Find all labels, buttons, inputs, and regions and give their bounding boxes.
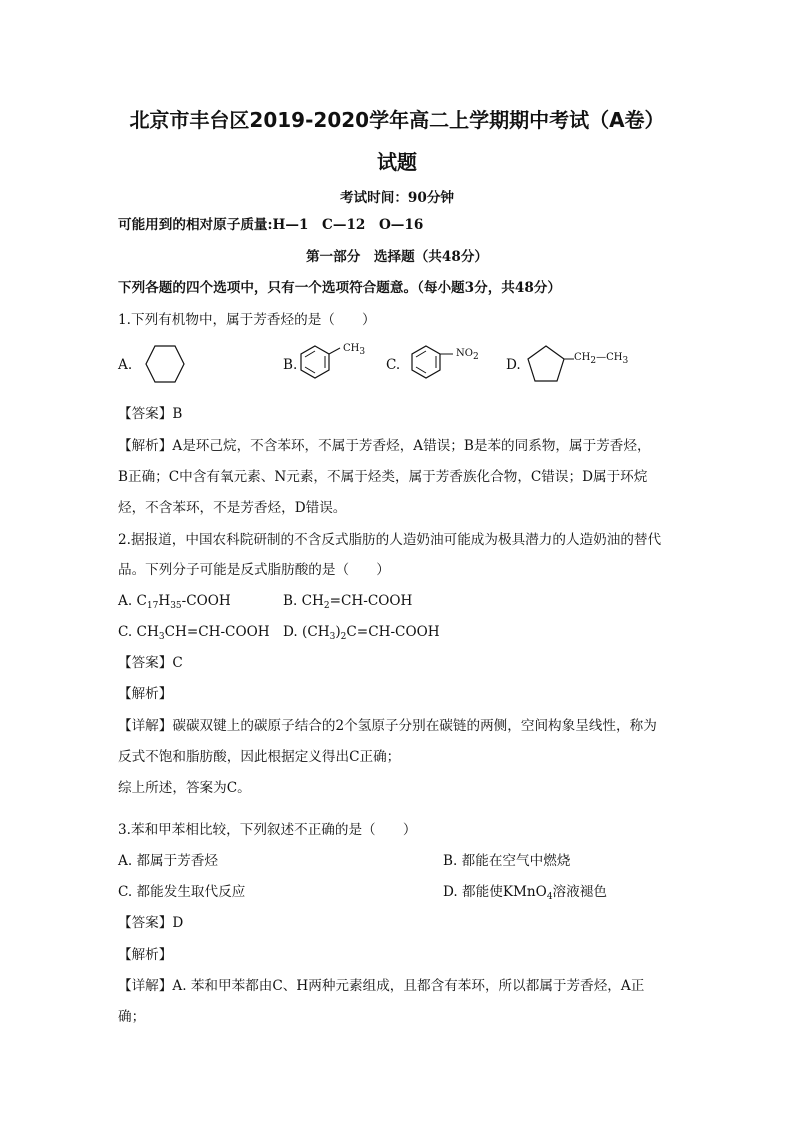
- q3-option-c: C. 都能发生取代反应: [118, 884, 246, 900]
- q2-analysis-label: 【解析】: [118, 686, 173, 702]
- q1-ethyl-label: $CH_2—CH_3$: [574, 352, 629, 366]
- instructions: 下列各题的四个选项中，只有一个选项符合题意。（每小题3分，共48分）: [118, 280, 561, 296]
- q1-option-a-label: A.: [118, 357, 133, 373]
- q1-analysis-line3: 烃，不含苯环，不是芳香烃，D错误。: [118, 500, 347, 516]
- q3-analysis-label: 【解析】: [118, 947, 173, 963]
- q3-detail-line2: 确；: [118, 1009, 146, 1025]
- q2-option-b: B. $CH_2=CH$-COOH: [283, 593, 413, 611]
- q2-summary: 综上所述，答案为C。: [118, 780, 251, 796]
- q1-answer: 【答案】B: [118, 406, 183, 422]
- q2-detail-line1: 【详解】碳碳双键上的碳原子结合的2个氢原子分别在碳链的两侧，空间构象呈线性，称为: [118, 718, 657, 734]
- document-title: 北京市丰台区2019-2020学年高二上学期期中考试（A卷）: [129, 108, 665, 132]
- ethylcyclopentane-structure: [526, 343, 576, 387]
- q1-stem: 1.下列有机物中，属于芳香烃的是（ ）: [118, 312, 376, 328]
- q3-option-d: D. 都能使KMnO$_4$溶液褪色: [443, 884, 607, 902]
- part-heading: 第一部分 选择题（共48分）: [305, 249, 489, 265]
- q1-option-d-label: D.: [506, 357, 521, 373]
- q1-option-b-label: B.: [283, 357, 298, 373]
- q2-stem-line2: 品。下列分子可能是反式脂肪酸的是（ ）: [118, 562, 390, 578]
- q3-option-b: B. 都能在空气中燃烧: [443, 853, 571, 869]
- q2-stem-line1: 2.据报道，中国农科院研制的不含反式脂肪的人造奶油可能成为极具潜力的人造奶油的替代: [118, 532, 662, 548]
- q2-option-c: C. $CH_3CH=CH$-COOH: [118, 624, 270, 642]
- document-title-line2: 试题: [377, 150, 417, 174]
- q2-option-d: D. $(CH_3)_2C=CH$-COOH: [283, 624, 440, 642]
- q2-detail-line2: 反式不饱和脂肪酸，因此根据定义得出C正确；: [118, 749, 401, 765]
- q1-analysis-line1: 【解析】A是环己烷，不含苯环，不属于芳香烃，A错误；B是苯的同系物，属于芳香烃，: [118, 438, 651, 454]
- q1-ch3-label: $CH_3$: [343, 343, 366, 357]
- exam-time: 考试时间：90分钟: [339, 190, 455, 206]
- q1-no2-label: $NO_2$: [456, 348, 479, 362]
- q3-option-a: A. 都属于芳香烃: [118, 853, 219, 869]
- q2-answer: 【答案】C: [118, 655, 183, 671]
- q3-stem: 3.苯和甲苯相比较，下列叙述不正确的是（ ）: [118, 822, 417, 838]
- q1-analysis-line2: B正确；C中含有氧元素、N元素，不属于烃类，属于芳香族化合物，C错误；D属于环烷: [118, 469, 648, 485]
- cyclohexane-structure: [144, 343, 186, 385]
- q3-answer: 【答案】D: [118, 915, 184, 931]
- atomic-mass-note: 可能用到的相对原子质量:H—1 C—12 O—16: [118, 217, 424, 233]
- q2-option-a: A. $C_{17}H_{35}$-COOH: [118, 593, 231, 611]
- q1-option-c-label: C.: [386, 357, 401, 373]
- q3-detail-line1: 【详解】A. 苯和甲苯都由C、H两种元素组成，且都含有苯环，所以都属于芳香烃，A正: [118, 978, 645, 994]
